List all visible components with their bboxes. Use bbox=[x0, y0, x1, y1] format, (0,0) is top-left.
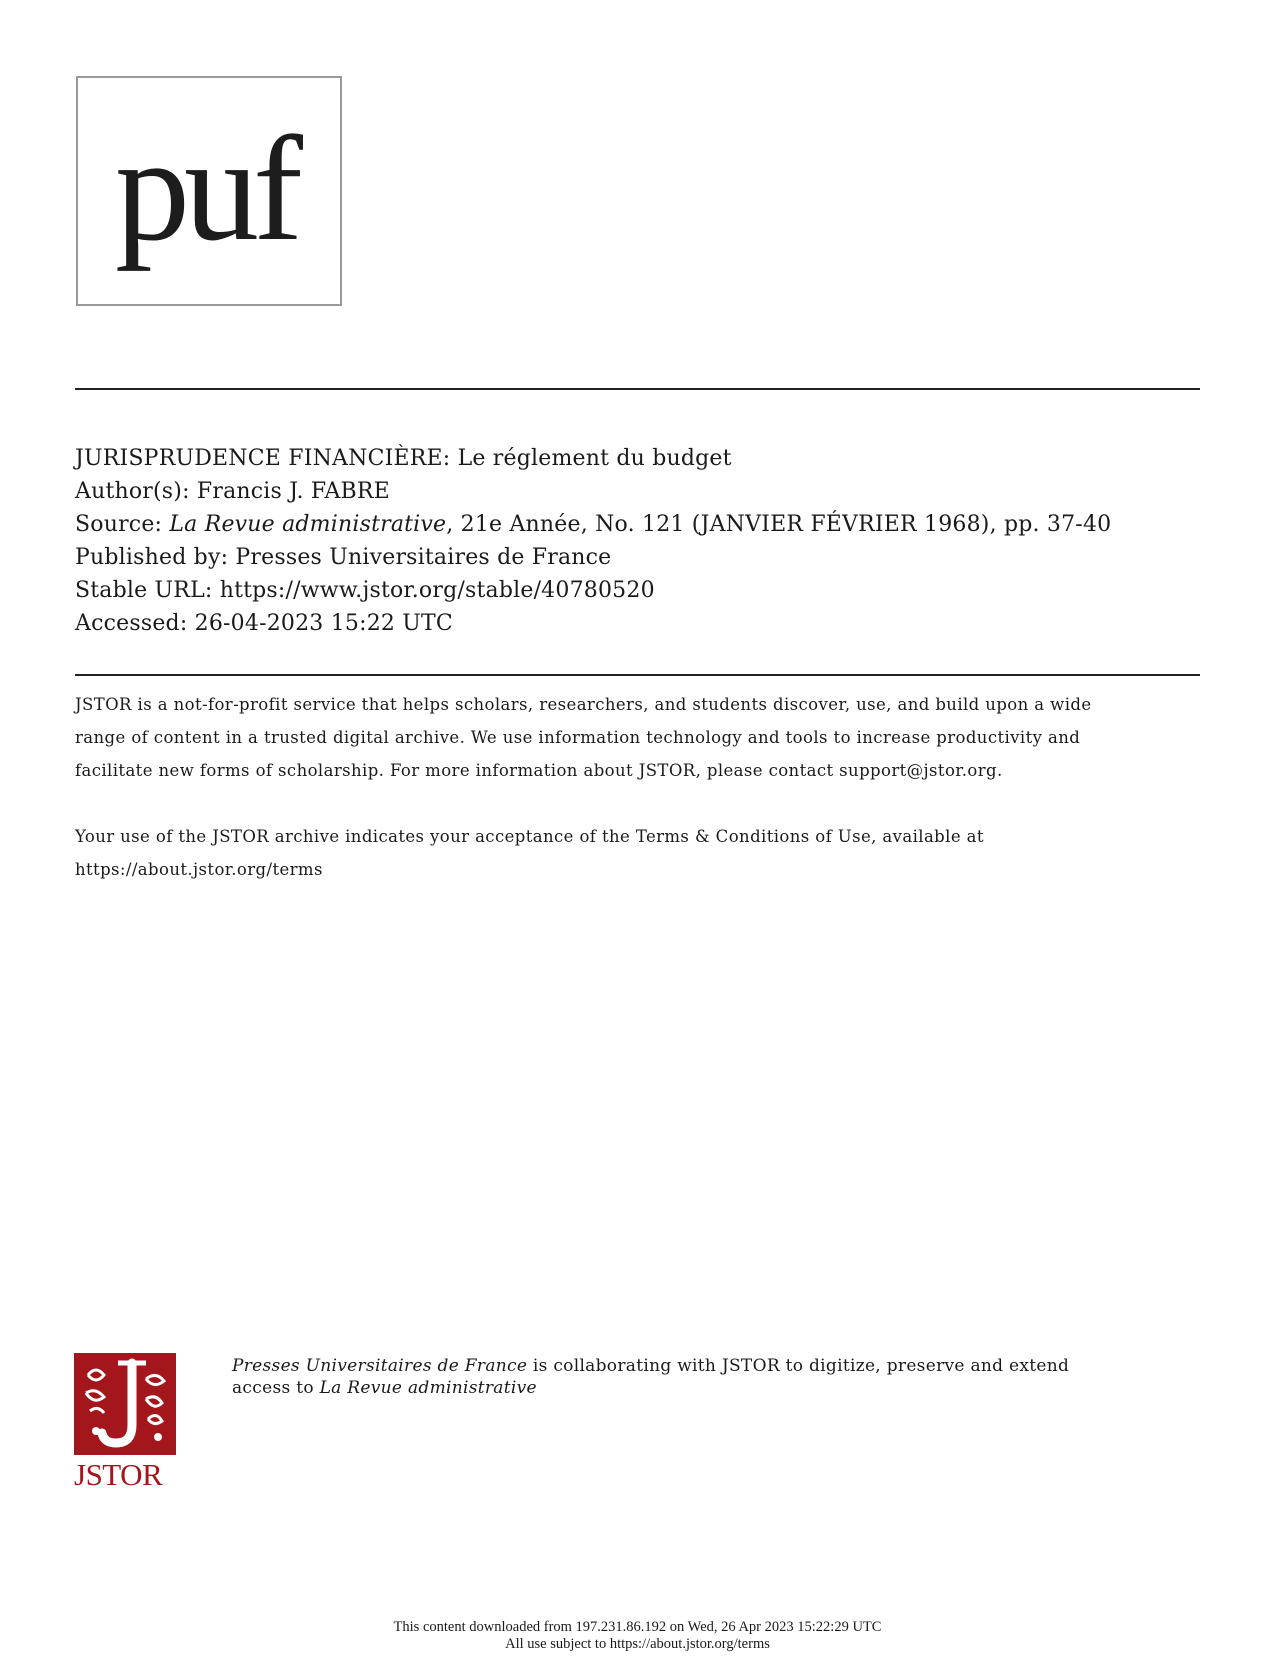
notice-line: range of content in a trusted digital archive. We use information technology and tools to increase productivity and bbox=[75, 728, 1081, 747]
download-footer bbox=[0, 1619, 1275, 1653]
stable-url-label: Stable URL: bbox=[75, 578, 213, 603]
collab-access-prefix: access to bbox=[232, 1378, 320, 1398]
author-label: Author(s): bbox=[75, 479, 190, 504]
notice-line: facilitate new forms of scholarship. For more information about JSTOR, please contact support@jstor.org. bbox=[75, 761, 1003, 780]
stable-url-line bbox=[75, 574, 1225, 607]
article-metadata bbox=[75, 442, 1225, 640]
footer-line-2: All use subject to https://about.jstor.org/terms bbox=[505, 1636, 770, 1652]
collab-line-2 bbox=[232, 1377, 1182, 1399]
collab-middle: is collaborating with JSTOR to digitize, preserve and extend bbox=[527, 1356, 1070, 1376]
publisher-logo bbox=[76, 76, 342, 306]
top-divider bbox=[75, 388, 1200, 390]
collab-line-1 bbox=[232, 1355, 1182, 1377]
accessed-line bbox=[75, 607, 1225, 640]
source-details: , 21e Année, No. 121 (JANVIER FÉVRIER 1968), pp. 37-40 bbox=[446, 512, 1112, 537]
puf-logo-text: puf bbox=[115, 106, 297, 272]
collaboration-statement bbox=[232, 1355, 1182, 1399]
stable-url-link[interactable]: https://www.jstor.org/stable/40780520 bbox=[219, 578, 655, 603]
author-line bbox=[75, 475, 1225, 508]
jstor-emblem-icon bbox=[74, 1353, 176, 1455]
author-name: Francis J. FABRE bbox=[196, 479, 390, 504]
terms-link[interactable]: https://about.jstor.org/terms bbox=[75, 860, 323, 879]
puf-logo-icon bbox=[94, 91, 324, 291]
notice-line: JSTOR is a not-for-profit service that helps scholars, researchers, and students discover, use, and build upon a wide bbox=[75, 695, 1092, 714]
source-label: Source: bbox=[75, 512, 163, 537]
jstor-wordmark: JSTOR bbox=[74, 1457, 163, 1492]
publisher-name: Presses Universitaires de France bbox=[235, 545, 612, 570]
terms-line: Your use of the JSTOR archive indicates your acceptance of the Terms & Conditions of Use, available at bbox=[75, 827, 984, 846]
article-title: JURISPRUDENCE FINANCIÈRE: Le réglement du budget bbox=[75, 446, 732, 471]
terms-notice bbox=[75, 820, 1205, 886]
jstor-logo bbox=[74, 1353, 180, 1493]
published-label: Published by: bbox=[75, 545, 229, 570]
collab-journal: La Revue administrative bbox=[319, 1378, 537, 1398]
collab-publisher: Presses Universitaires de France bbox=[232, 1356, 528, 1376]
footer-line-1: This content downloaded from 197.231.86.192 on Wed, 26 Apr 2023 15:22:29 UTC bbox=[393, 1619, 882, 1635]
jstor-notice bbox=[75, 688, 1205, 787]
source-journal: La Revue administrative bbox=[169, 512, 447, 537]
publisher-line bbox=[75, 541, 1225, 574]
source-line bbox=[75, 508, 1225, 541]
middle-divider bbox=[75, 674, 1200, 676]
accessed-label: Accessed: bbox=[75, 611, 188, 636]
accessed-date: 26-04-2023 15:22 UTC bbox=[194, 611, 453, 636]
